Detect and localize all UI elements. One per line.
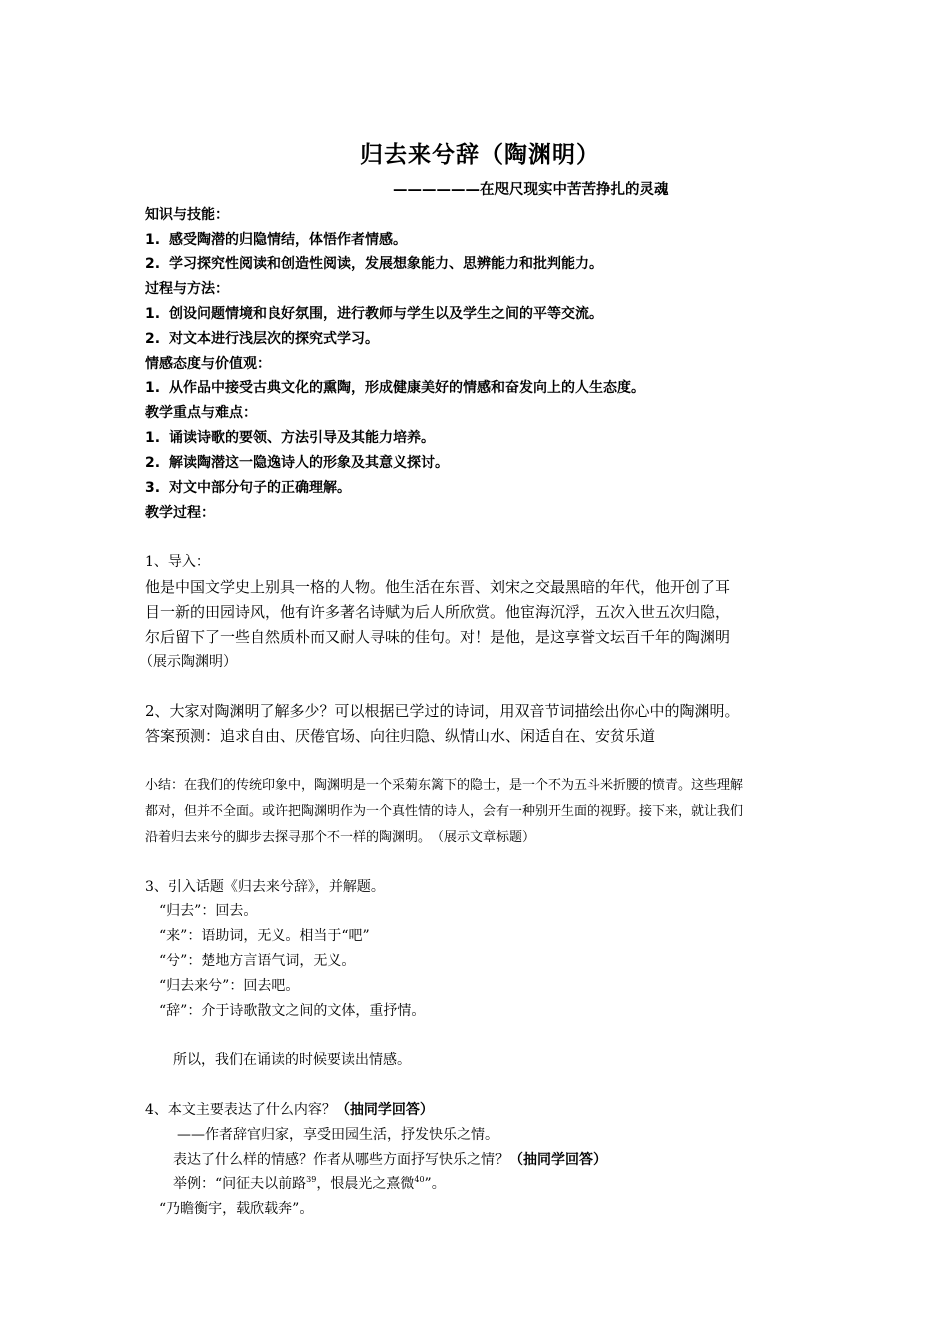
section1-line: 他是中国文学史上别具一格的人物。他生活在东晋、刘宋之交最黑暗的年代，他开创了耳 bbox=[145, 578, 731, 596]
key-item: 3. 对文中部分句子的正确理解。 bbox=[145, 480, 351, 496]
section3-item: “归去来兮”：回去吧。 bbox=[159, 978, 300, 994]
knowledge-item: 1. 感受陶潜的归隐情结，体悟作者情感。 bbox=[145, 232, 407, 248]
section4-example2: “乃瞻衡宇，载欣载奔”。 bbox=[159, 1201, 314, 1217]
section4-question: 4、本文主要表达了什么内容？（抽同学回答） bbox=[145, 1102, 434, 1118]
process-heading: 过程与方法： bbox=[145, 281, 229, 297]
knowledge-item: 2. 学习探究性阅读和创造性阅读，发展想象能力、思辨能力和批判能力。 bbox=[145, 256, 603, 272]
section3-item: “归去”：回去。 bbox=[159, 903, 258, 919]
key-heading: 教学重点与难点： bbox=[145, 405, 257, 421]
section4-question2: 表达了什么样的情感？作者从哪些方面抒写快乐之情？（抽同学回答） bbox=[173, 1152, 607, 1168]
knowledge-heading: 知识与技能： bbox=[145, 207, 229, 223]
summary-line: 小结：在我们的传统印象中，陶渊明是一个采菊东篱下的隐士，是一个不为五斗米折腰的愤青。这些理解 bbox=[145, 778, 744, 793]
section4-example: 举例：“问征夫以前路$^{39}$，恨晨光之熹微$^{40}$”。 bbox=[173, 1175, 446, 1192]
section1-line: 目一新的田园诗风，他有许多著名诗赋为后人所欣赏。他宦海沉浮，五次入世五次归隐， bbox=[145, 603, 731, 621]
section1-line: （展示陶渊明） bbox=[139, 654, 237, 670]
emotion-item: 1. 从作品中接受古典文化的熏陶，形成健康美好的情感和奋发向上的人生态度。 bbox=[145, 380, 645, 396]
section3-item: “辞”：介于诗歌散文之间的文体，重抒情。 bbox=[159, 1003, 426, 1019]
section3-item: “兮”：楚地方言语气词，无义。 bbox=[159, 953, 356, 969]
process-item: 2. 对文本进行浅层次的探究式学习。 bbox=[145, 331, 379, 347]
summary-line: 都对，但并不全面。或许把陶渊明作为一个真性情的诗人，会有一种别开生面的视野。接下来，就让我们 bbox=[145, 804, 744, 819]
section3-conclusion: 所以，我们在诵读的时候要读出情感。 bbox=[173, 1052, 411, 1068]
key-item: 1. 诵读诗歌的要领、方法引导及其能力培养。 bbox=[145, 430, 435, 446]
section1-line: 尔后留下了一些自然质朴而又耐人寻味的佳句。对！是他，是这享誉文坛百千年的陶渊明 bbox=[145, 628, 731, 646]
process-item: 1. 创设问题情境和良好氛围，进行教师与学生以及学生之间的平等交流。 bbox=[145, 306, 603, 322]
document-subtitle: ——————在咫尺现实中苦苦挣扎的灵魂 bbox=[393, 182, 669, 198]
section3-item: “来”：语助词，无义。相当于“吧” bbox=[159, 928, 370, 944]
teaching-process-title: 教学过程： bbox=[145, 505, 215, 521]
key-item: 2. 解读陶潜这一隐逸诗人的形象及其意义探讨。 bbox=[145, 455, 449, 471]
emotion-heading: 情感态度与价值观： bbox=[145, 356, 271, 372]
section2-question: 2、大家对陶渊明了解多少？可以根据已学过的诗词，用双音节词描绘出你心中的陶渊明。 bbox=[145, 702, 740, 720]
summary-line: 沿着归去来兮的脚步去探寻那个不一样的陶渊明。 （展示文章标题） bbox=[145, 830, 536, 845]
section1-heading: 1、导入： bbox=[145, 554, 210, 570]
section3-heading: 3、引入话题《归去来兮辞》，并解题。 bbox=[145, 879, 385, 895]
section2-answer: 答案预测：追求自由、厌倦官场、向往归隐、纵情山水、闲适自在、安贫乐道 bbox=[145, 727, 656, 745]
document-title: 归去来兮辞（陶渊明） bbox=[360, 142, 600, 168]
section4-answer: ——作者辞官归家，享受田园生活，抒发快乐之情。 bbox=[177, 1127, 499, 1143]
